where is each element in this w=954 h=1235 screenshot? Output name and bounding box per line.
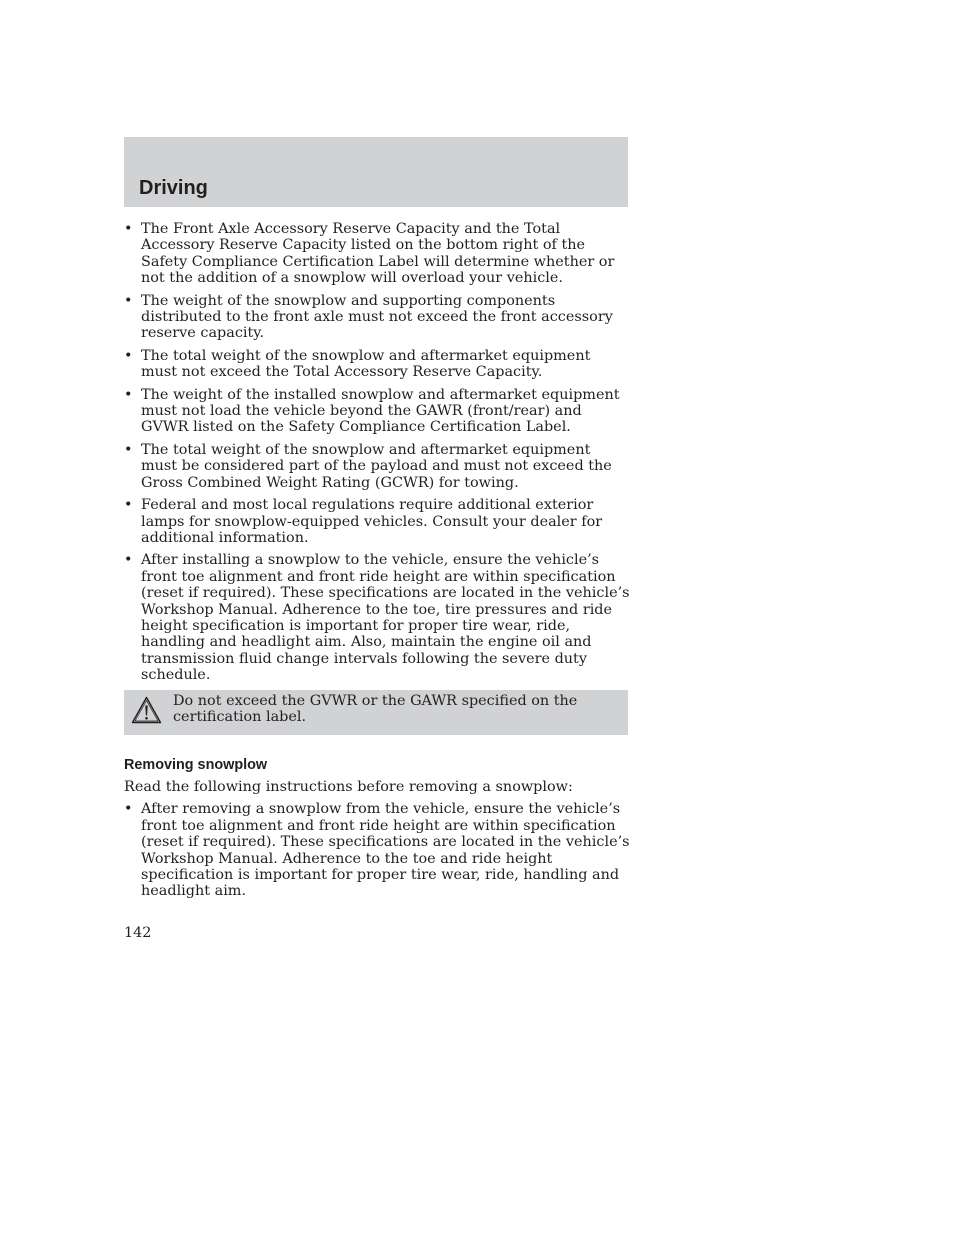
bullet-dot: • <box>124 221 133 237</box>
page-content <box>124 221 630 906</box>
bullet-dot: • <box>124 347 133 364</box>
warning-box <box>124 690 628 735</box>
list-item-text: The weight of the snowplow and supporting components distributed to the front axle must not exceed the front accessory reserve capacity. <box>141 292 613 342</box>
list-item <box>124 801 630 899</box>
removing-bullet-list <box>124 801 630 899</box>
list-item-text: After installing a snowplow to the vehicle, ensure the vehicle’s front toe alignment and front ride height are within specification (reset if required). These specifications are located in the vehicle’s Workshop Manual. Adherence to the toe, tire pressures and ride height specification is important for proper tire wear, ride, handling and headlight aim. Also, maintain the engine oil and transmission fluid change intervals following the severe duty schedule. <box>141 552 630 684</box>
bullet-dot: • <box>124 552 133 569</box>
bullet-dot: • <box>124 292 133 309</box>
list-item-text: Federal and most local regulations require additional exterior lamps for snowplow-equipped vehicles. Consult your dealer for additional information. <box>141 497 603 546</box>
removing-snowplow-heading: Removing snowplow <box>124 756 268 773</box>
list-item <box>124 221 630 287</box>
list-item <box>124 552 630 683</box>
section-title: Driving <box>139 177 208 199</box>
list-item <box>124 293 630 342</box>
removing-intro: Read the following instructions before removing a snowplow: <box>124 778 573 795</box>
section-header <box>124 137 628 207</box>
bullet-dot: • <box>124 497 133 514</box>
page-number: 142 <box>124 925 152 941</box>
bullet-dot: • <box>124 386 133 403</box>
warning-text: Do not exceed the GVWR or the GAWR specified on the certification label. <box>173 692 578 725</box>
list-item <box>124 387 630 436</box>
list-item-text: The total weight of the snowplow and aftermarket equipment must not exceed the Total Accessory Reserve Capacity. <box>141 347 591 381</box>
bullet-dot: • <box>124 801 133 818</box>
list-item-text: After removing a snowplow from the vehicle, ensure the vehicle’s front toe alignment and front ride height are within specification (reset if required). These specifications are located in the vehicle’s Workshop Manual. Adherence to the toe and ride height specification is important for proper tire wear, ride, handling and headlight aim. <box>141 801 630 900</box>
list-item-text: The total weight of the snowplow and aftermarket equipment must be considered part of the payload and must not exceed the Gross Combined Weight Rating (GCWR) for towing. <box>141 441 612 491</box>
list-item <box>124 497 630 546</box>
list-item <box>124 348 630 381</box>
warning-triangle-icon <box>131 696 162 724</box>
list-item-text: The weight of the installed snowplow and aftermarket equipment must not load the vehicle beyond the GAWR (front/rear) and GVWR listed on the Safety Compliance Certification Label. <box>141 386 620 436</box>
list-item-text: The Front Axle Accessory Reserve Capacity and the Total Accessory Reserve Capacity listed on the bottom right of the Safety Compliance Certification Label will determine whether or not the addition of a snowplow will overload your vehicle. <box>141 221 615 287</box>
bullet-dot: • <box>124 441 133 458</box>
snowplow-bullet-list <box>124 221 630 684</box>
list-item <box>124 442 630 491</box>
